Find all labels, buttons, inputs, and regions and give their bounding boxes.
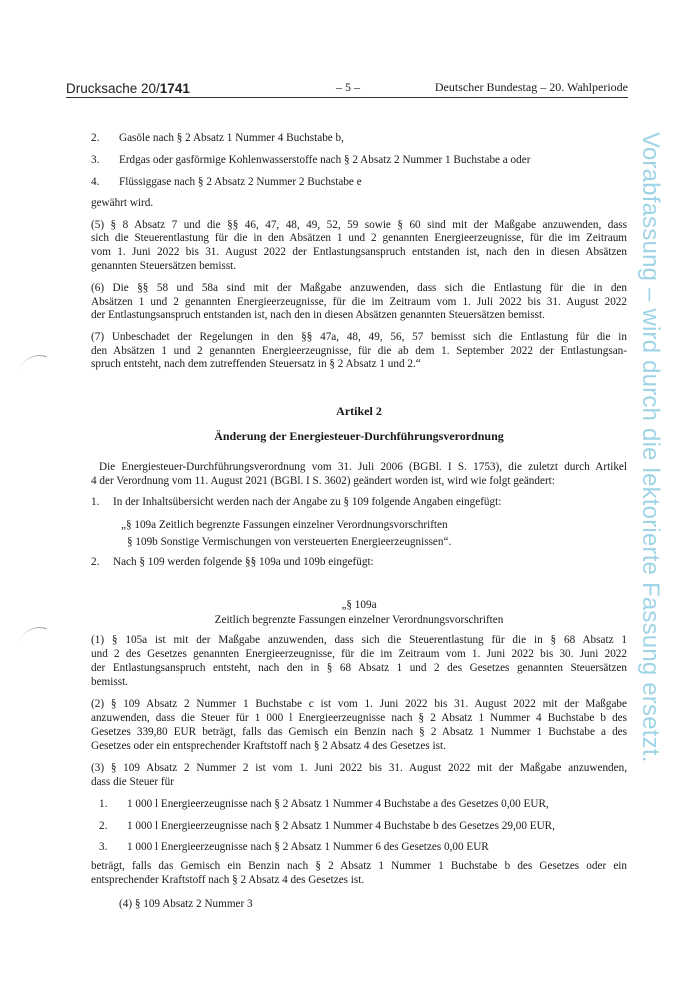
paragraph-line: vom 1. Juni 2022 bis 31. August 2022 der Entlastungsanspruch entstanden ist, nach den in diesen Absätzen bbox=[91, 246, 627, 258]
paragraph-line: anzuwenden, dass die Steuer für 1 000 l Energieerzeugnisse nach § 2 Absatz 1 Nummer 4 Buchstabe b des bbox=[91, 712, 627, 724]
paragraph-line: und 2 des Gesetzes genannten Energieerzeugnisse, für die im Zeitraum vom 1. Juni 2022 bis 30. Juni 2022 bbox=[91, 648, 627, 660]
list-item: In der Inhaltsübersicht werden nach der Angabe zu § 109 folgende Angaben eingefügt: bbox=[113, 496, 502, 508]
paragraph-line: genannten Steuersätzen bemisst. bbox=[91, 260, 237, 272]
paragraph-line: spruch entsteht, nach dem zutreffenden Steuersatz in § 2 Absatz 1 und 2.“ bbox=[91, 358, 421, 370]
watermark: Vorabfassung – wird durch die lektorierte Fassung ersetzt. bbox=[637, 132, 664, 763]
doc-label: Drucksache 20/ bbox=[66, 81, 160, 96]
list-number: 2. bbox=[99, 820, 108, 832]
list-number: 1. bbox=[99, 798, 108, 810]
list-number: 2. bbox=[91, 556, 100, 568]
paragraph-line: (3) § 109 Absatz 2 Nummer 2 ist vom 1. Juni 2022 bis 31. August 2022 mit der Maßgabe anzuwenden, bbox=[91, 762, 627, 774]
margin-mark bbox=[19, 621, 48, 650]
paragraph-line: Gesetzes oder ein entsprechender Kraftstoff nach § 2 Absatz 4 des Gesetzes ist. bbox=[91, 740, 446, 752]
list-number: 4. bbox=[91, 176, 100, 188]
paragraph-line: entsprechender Kraftstoff nach § 2 Absatz 4 des Gesetzes ist. bbox=[91, 874, 365, 886]
list-item: 1 000 l Energieerzeugnisse nach § 2 Absatz 1 Nummer 4 Buchstabe a des Gesetzes 0,00 EUR, bbox=[127, 798, 549, 810]
publisher: Deutscher Bundestag – 20. Wahlperiode bbox=[434, 80, 628, 94]
list-item: Nach § 109 werden folgende §§ 109a und 109b eingefügt: bbox=[113, 556, 374, 568]
paragraph-line: Gesetzes 339,80 EUR beträgt, falls das Gemisch ein Benzin nach § 2 Absatz 1 Nummer 1 Buchstabe a des bbox=[91, 726, 627, 738]
list-number: 1. bbox=[91, 496, 100, 508]
page-number: – 5 – bbox=[336, 80, 360, 94]
section-title: Zeitlich begrenzte Fassungen einzelner Verordnungsvorschriften bbox=[214, 614, 504, 626]
paragraph-line: (5) § 8 Absatz 7 und die §§ 46, 47, 48, 49, 52, 59 sowie § 60 sind mit der Maßgabe anzuwenden, dass bbox=[91, 219, 627, 231]
paragraph-line: 4 der Verordnung vom 11. August 2021 (BGBl. I S. 3602) geändert worden ist, wird wie folgt geändert: bbox=[91, 475, 555, 487]
list-item: 1 000 l Energieerzeugnisse nach § 2 Absatz 1 Nummer 4 Buchstabe b des Gesetzes 29,00 EUR, bbox=[127, 820, 555, 832]
paragraph-line: Die Energiesteuer-Durchführungsverordnung vom 31. Juli 2006 (BGBl. I S. 1753), die zuletzt durch Artikel bbox=[99, 461, 627, 473]
section-number: „§ 109a bbox=[341, 599, 377, 611]
paragraph-line: beträgt, falls das Gemisch ein Benzin nach § 2 Absatz 1 Nummer 1 Buchstabe b des Gesetzes oder ein bbox=[91, 860, 627, 872]
paragraph-line: den Absätzen 1 und 2 genannten Energieerzeugnisse, für die ab dem 1. September 2022 der Entlastungsan- bbox=[91, 345, 627, 357]
paragraph-line: (6) Die §§ 58 und 58a sind mit der Maßgabe anzuwenden, dass sich die Entlastung für die in den bbox=[91, 282, 627, 294]
list-number: 3. bbox=[91, 154, 100, 166]
document-number bbox=[66, 81, 190, 96]
paragraph-line: Absätzen 1 und 2 genannten Energieerzeugnisse, für die im Zeitraum vom 1. Juli 2022 bis 31. August 2022 bbox=[91, 296, 627, 308]
article-title: Artikel 2 bbox=[336, 404, 382, 418]
header-rule bbox=[66, 97, 628, 98]
paragraph-line: bemisst. bbox=[91, 676, 128, 688]
quoted-entry: § 109b Sonstige Vermischungen von versteuerten Energieerzeugnissen“. bbox=[127, 536, 452, 548]
list-item: Erdgas oder gasförmige Kohlenwasserstoffe nach § 2 Absatz 2 Nummer 1 Buchstabe a oder bbox=[119, 154, 531, 166]
quoted-entry: „§ 109a Zeitlich begrenzte Fassungen einzelner Verordnungsvorschriften bbox=[121, 519, 448, 531]
list-number: 3. bbox=[99, 841, 108, 853]
paragraph-line: (2) § 109 Absatz 2 Nummer 1 Buchstabe c ist vom 1. Juni 2022 bis 31. August 2022 mit der Maßgabe bbox=[91, 698, 627, 710]
paragraph-line: sich die Steuerentlastung für die in den Absätzen 1 und 2 genannten Energieerzeugnisse, für die im Zeitraum bbox=[91, 232, 627, 244]
paragraph-line: der Entlastungsanspruch entstanden ist, nach den in diesen Absätzen genannten Steuersätzen bemisst. bbox=[91, 309, 545, 321]
paragraph-line: (7) Unbeschadet der Regelungen in den §§ 47a, 48, 49, 56, 57 bemisst sich die Entlastung für die in bbox=[91, 331, 627, 343]
margin-mark bbox=[19, 349, 48, 378]
list-item: Gasöle nach § 2 Absatz 1 Nummer 4 Buchstabe b, bbox=[119, 132, 344, 144]
list-number: 2. bbox=[91, 132, 100, 144]
paragraph-line: (4) § 109 Absatz 2 Nummer 3 bbox=[119, 898, 253, 910]
doc-number: 1741 bbox=[159, 81, 190, 96]
list-item: Flüssiggase nach § 2 Absatz 2 Nummer 2 Buchstabe e bbox=[119, 176, 362, 188]
text-line: gewährt wird. bbox=[91, 197, 154, 209]
paragraph-line: der Entlastungsanspruch entsteht, nach den in § 68 Absatz 1 und 2 des Gesetzes genannten Steuersätzen bbox=[91, 662, 627, 674]
article-subtitle: Änderung der Energiesteuer-Durchführungsverordnung bbox=[214, 429, 504, 443]
page-header bbox=[66, 78, 628, 98]
list-item: 1 000 l Energieerzeugnisse nach § 2 Absatz 1 Nummer 6 des Gesetzes 0,00 EUR bbox=[127, 841, 489, 853]
paragraph-line: (1) § 105a ist mit der Maßgabe anzuwenden, dass sich die Steuerentlastung für die in § 68 Absatz 1 bbox=[91, 634, 627, 646]
paragraph-line: dass die Steuer für bbox=[91, 776, 174, 788]
